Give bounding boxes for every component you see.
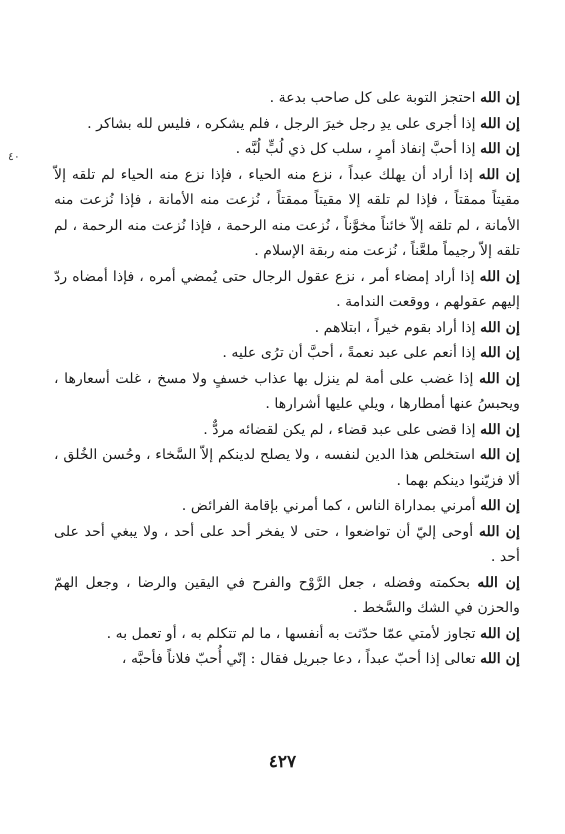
paragraph-lead: إن الله (478, 166, 520, 183)
hadith-paragraph (54, 571, 520, 622)
paragraph-lead: إن الله (477, 574, 521, 591)
paragraph-text: أوحى إليّ أن تواضعوا ، حتى لا يفخر أحد على أحد ، ولا يبغي أحد على أحد . (54, 523, 520, 565)
paragraph-lead: إن الله (478, 523, 520, 540)
paragraph-text: استخلص هذا الدين لنفسه ، ولا يصلح لدينكم إلاّ السَّخاء ، وحُسن الخُلق ، ألا فزيّنوا دينكم بهما . (54, 447, 520, 489)
paragraph-lead: إن الله (480, 651, 520, 667)
paragraph-text: تعالى إذا أحبّ عبداً ، دعا جبريل فقال : إنّي أُحبّ فلاناً فأحبَّه ، (121, 651, 481, 667)
hadith-paragraph (54, 137, 520, 163)
hadith-paragraph (54, 443, 520, 494)
hadith-paragraph (54, 316, 520, 342)
hadith-paragraph (54, 341, 520, 367)
paragraph-lead: إن الله (480, 115, 520, 132)
paragraph-lead: إن الله (480, 625, 520, 642)
hadith-paragraph (54, 265, 520, 316)
paragraph-lead: إن الله (479, 447, 520, 463)
paragraph-lead: إن الله (480, 141, 520, 157)
hadith-paragraph (54, 163, 520, 265)
hadith-paragraph (54, 112, 520, 138)
paragraph-text: إذا غضب على أمة لم ينزل بها عذاب خسفٍ ولا مسخ ، غلت أسعارها ، ويحبسُ عنها أمطارها ، ويلي عليها أشرارها . (54, 370, 520, 412)
paragraph-lead: إن الله (480, 345, 520, 361)
paragraph-text: بحكمته وفضله ، جعل الرَّوْح والفرح في اليقين والرضا ، وجعل الهمّ والحزن في الشك والسَّخط . (54, 574, 520, 616)
hadith-paragraph (54, 622, 520, 648)
page-number: ٤٢٧ (268, 752, 297, 772)
hadith-text-block (54, 86, 520, 673)
hadith-paragraph (54, 367, 520, 418)
paragraph-text: احتجز التوبة على كل صاحب بدعة . (269, 90, 481, 106)
hadith-paragraph (54, 86, 520, 112)
paragraph-text: أمرني بمداراة الناس ، كما أمرني بإقامة الفرائض . (181, 498, 481, 514)
paragraph-text: إذا أراد أن يهلك عبداً ، نزع منه الحياء ، فإذا نزع منه الحياء لم تلقه إلاّ مقيتاً ممقتاً ، فإذا لم تلقه إلا مقيتاً ممقتاً ، نُزعت منه الأمانة ، فإذا نُزعت منه الأمانة ، لم تلقه إلاّ خائناً مخوَّناً ، نُزعت منه الرحمة ، فإذا نُزعت منه الرحمة ، لم تلقه إلاّ رجيماً ملعَّناً ، نُزعت منه ربقة الإسلام . (54, 166, 520, 259)
paragraph-lead: إن الله (480, 421, 520, 438)
paragraph-lead: إن الله (480, 498, 520, 514)
paragraph-lead: إن الله (479, 370, 520, 387)
paragraph-lead: إن الله (480, 90, 520, 106)
hadith-paragraph (54, 647, 520, 673)
paragraph-text: إذا أجرى على يدِ رجل خيرَ الرجل ، فلم يشكره ، فليس لله بشاكر . (87, 115, 481, 132)
hadith-paragraph (54, 494, 520, 520)
paragraph-text: إذا قضى على عبد قضاء ، لم يكن لقضائه مردٌّ . (203, 421, 481, 438)
hadith-paragraph (54, 520, 520, 571)
paragraph-text: إذا أراد بقوم خيراً ، ابتلاهم . (314, 319, 481, 336)
paragraph-lead: إن الله (479, 268, 520, 285)
hadith-paragraph (54, 418, 520, 444)
paragraph-text: إذا أحبَّ إنفاذ أمرٍ ، سلب كل ذي لُبٍّ لُبَّه . (235, 141, 481, 157)
paragraph-text: تجاوز لأمتي عمّا حدّثت به أنفسها ، ما لم تتكلم به ، أو تعمل به . (106, 625, 481, 642)
paragraph-text: إذا أنعم على عبد نعمةً ، أحبَّ أن ترُى عليه . (222, 345, 481, 361)
paragraph-lead: إن الله (480, 319, 520, 336)
margin-note: ٤٠ (8, 150, 20, 163)
paragraph-text: إذا أراد إمضاء أمر ، نزع عقول الرجال حتى يُمضي أمره ، فإذا أمضاه ردّ إليهم عقولهم ، ووقعت الندامة . (54, 268, 520, 310)
